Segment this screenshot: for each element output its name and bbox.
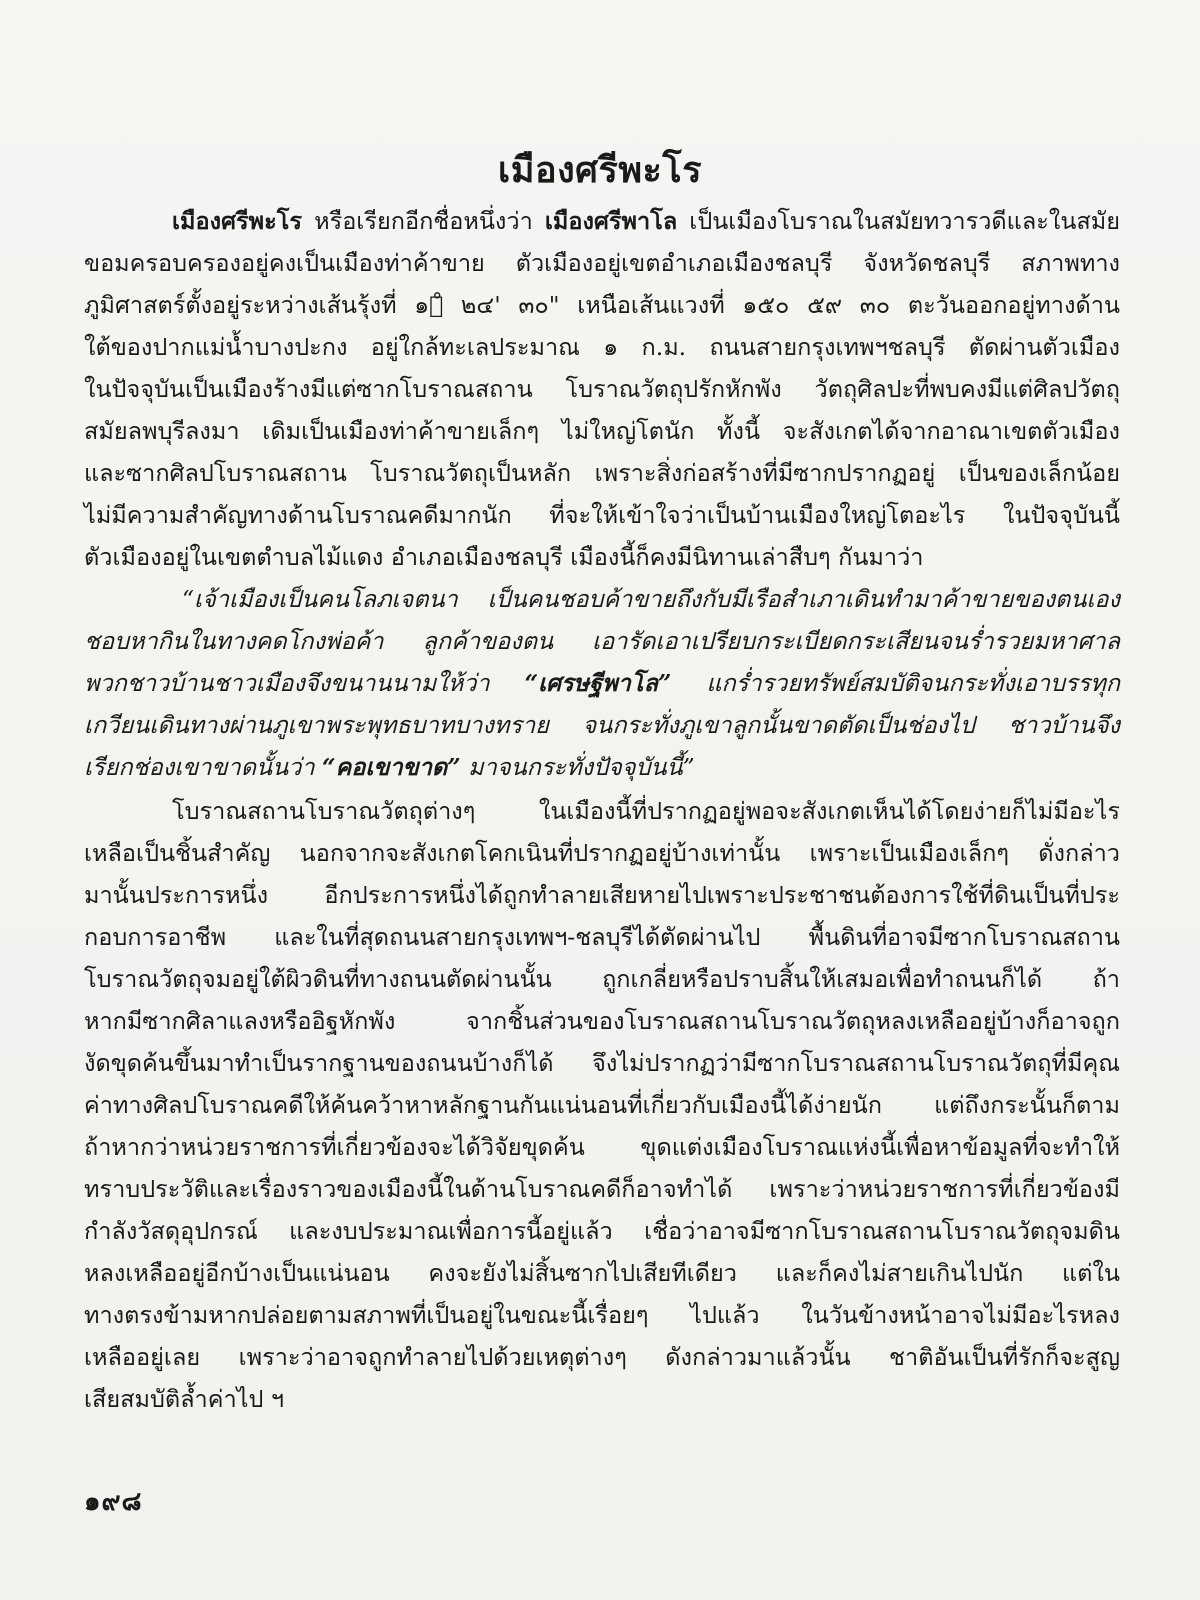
quote-line-2: ชอบหากินในทางคดโกงพ่อค้า ลูกค้าของตน เอารัดเอาเปรียบกระเบียดกระเสียนจนร่ำรวยมหาศาล <box>84 627 1120 655</box>
quote-line-3 <box>84 666 1120 706</box>
page-title: เมืองศรีพะโร <box>497 149 703 191</box>
para1-line-4: ใต้ของปากแม่น้ำบางปะกง อยู่ใกล้ทะเลประมาณ ๑ ก.ม. ถนนสายกรุงเทพฯชลบุรี ตัดผ่านตัวเมือง <box>84 333 1120 361</box>
quote-text: แกร่ำรวยทรัพย์สมบัติจนกระทั่งเอาบรรทุก <box>671 669 1120 697</box>
quote-line-4: เกวียนเดินทางผ่านภูเขาพระพุทธบาทบางทราย จนกระทั่งภูเขาลูกนั้นขาดตัดเป็นช่องไป ชาวบ้านจึง <box>84 711 1120 739</box>
quote-line-5 <box>84 750 1120 790</box>
para2-line-10: ทราบประวัติและเรื่องราวของเมืองนี้ในด้านโบราณคดีก็อาจทำได้ เพราะว่าหน่วยราชการที่เกี่ยวข้องมี <box>84 1175 1120 1203</box>
para2-line-6: หากมีซากศิลาแลงหรืออิฐหักพัง จากชิ้นส่วนของโบราณสถานโบราณวัตถุหลงเหลืออยู่บ้างก็อาจถูก <box>84 1007 1120 1035</box>
para2-line-4: กอบการอาชีพ และในที่สุดถนนสายกรุงเทพฯ-ชลบุรีได้ตัดผ่านไป พื้นดินที่อาจมีซากโบราณสถาน <box>84 923 1120 951</box>
para2-line-3: มานั้นประการหนึ่ง อีกประการหนึ่งได้ถูกทำลายเสียหายไปเพราะประชาชนต้องการใช้ที่ดินเป็นที่ประ <box>84 881 1120 909</box>
bold-term-sripharo: เมืองศรีพะโร <box>172 207 303 235</box>
quote-text: มาจนกระทั่งปัจจุบันนี้” <box>460 753 695 781</box>
page-number: ๑๙๘ <box>84 1487 143 1517</box>
para2-line-15: เสียสมบัติล้ำค่าไป ฯ <box>84 1385 285 1413</box>
para1-line-9: ตัวเมืองอยู่ในเขตตำบลไม้แดง อำเภอเมืองชลบุรี เมืองนี้ก็คงมีนิทานเล่าสืบๆ กันมาว่า <box>84 543 924 571</box>
para2-line-12: หลงเหลืออยู่อีกบ้างเป็นแน่นอน คงจะยังไม่สิ้นซากไปเสียทีเดียว และก็คงไม่สายเกินไปนัก แต่ใน <box>84 1259 1120 1287</box>
para2-line-7: งัดขุดค้นขึ้นมาทำเป็นรากฐานของถนนบ้างก็ได้ จึงไม่ปรากฏว่ามีซากโบราณสถานโบราณวัตถุที่มีคุณ <box>84 1049 1120 1077</box>
para1-line-3: ภูมิศาสตร์ตั้งอยู่ระหว่างเส้นรุ้งที่ ๑๓̊ ๒๔' ๓๐" เหนือเส้นแวงที่ ๑๕๐ ๕๙ ๓๐ ตะวันออกอยู่ทางด้าน <box>84 291 1120 319</box>
para1-line-1 <box>172 204 1120 244</box>
para1-line-2: ขอมครอบครองอยู่คงเป็นเมืองท่าค้าขาย ตัวเมืองอยู่เขตอำเภอเมืองชลบุรี จังหวัดชลบุรี สภาพทาง <box>84 249 1120 277</box>
quote-line-1: “เจ้าเมืองเป็นคนโลภเจตนา เป็นคนชอบค้าขายถึงกับมีเรือสำเภาเดินทำมาค้าขายของตนเอง <box>182 585 1120 613</box>
para2-line-8: ค่าทางศิลปโบราณคดีให้ค้นคว้าหาหลักฐานกันแน่นอนที่เกี่ยวกับเมืองนี้ได้ง่ายนัก แต่ถึงกระนั้นก็ตาม <box>84 1091 1120 1119</box>
bold-term-kho-khao-khat: “คอเขาขาด” <box>322 753 461 781</box>
para1-line-7: และซากศิลปโบราณสถาน โบราณวัตถุเป็นหลัก เพราะสิ่งก่อสร้างที่มีซากปรากฏอยู่ เป็นของเล็กน้อย <box>84 459 1120 487</box>
para2-line-9: ถ้าหากว่าหน่วยราชการที่เกี่ยวข้องจะได้วิจัยขุดค้น ขุดแต่งเมืองโบราณแห่งนี้เพื่อหาข้อมูลที่จะทำให้ <box>84 1133 1120 1161</box>
quote-text: เรียกช่องเขาขาดนั้นว่า <box>84 753 322 781</box>
para2-line-5: โบราณวัตถุจมอยู่ใต้ผิวดินที่ทางถนนตัดผ่านนั้น ถูกเกลี่ยหรือปราบสิ้นให้เสมอเพื่อทำถนนก็ได้ ถ้า <box>84 965 1120 993</box>
para1-line-6: สมัยลพบุรีลงมา เดิมเป็นเมืองท่าค้าขายเล็กๆ ไม่ใหญ่โตนัก ทั้งนี้ จะสังเกตได้จากอาณาเขตตัวเมือง <box>84 417 1120 445</box>
para2-line-11: กำลังวัสดุอุปกรณ์ และงบประมาณเพื่อการนี้อยู่แล้ว เชื่อว่าอาจมีซากโบราณสถานโบราณวัตถุจมดิน <box>84 1217 1120 1245</box>
para1-text: หรือเรียกอีกชื่อหนึ่งว่า <box>302 207 545 235</box>
para2-line-13: ทางตรงข้ามหากปล่อยตามสภาพที่เป็นอยู่ในขณะนี้เรื่อยๆ ไปแล้ว ในวันข้างหน้าอาจไม่มีอะไรหลง <box>84 1301 1120 1329</box>
quote-text: พวกชาวบ้านชาวเมืองจึงขนานนามให้ว่า <box>84 669 525 697</box>
para1-line-8: ไม่มีความสำคัญทางด้านโบราณคดีมากนัก ที่จะให้เข้าใจว่าเป็นบ้านเมืองใหญ่โตอะไร ในปัจจุบันนี้ <box>84 501 1120 529</box>
bold-term-sripalo: เมืองศรีพาโล <box>544 207 678 235</box>
para1-text: เป็นเมืองโบราณในสมัยทวารวดีและในสมัย <box>677 207 1120 235</box>
para2-line-1: โบราณสถานโบราณวัตถุต่างๆ ในเมืองนี้ที่ปรากฏอยู่พอจะสังเกตเห็นได้โดยง่ายก็ไม่มีอะไร <box>172 797 1120 825</box>
para1-line-5: ในปัจจุบันเป็นเมืองร้างมีแต่ซากโบราณสถาน โบราณวัตถุปรักหักพัง วัตถุศิลปะที่พบคงมีแต่ศิลปวัตถุ <box>84 375 1120 403</box>
para2-line-2: เหลือเป็นชิ้นสำคัญ นอกจากจะสังเกตโคกเนินที่ปรากฏอยู่บ้างเท่านั้น เพราะเป็นเมืองเล็กๆ ดั่งกล่าว <box>84 839 1120 867</box>
bold-term-setthi-palo: “เศรษฐีพาโล” <box>524 669 672 697</box>
para2-line-14: เหลืออยู่เลย เพราะว่าอาจถูกทำลายไปด้วยเหตุต่างๆ ดังกล่าวมาแล้วนั้น ชาติอันเป็นที่รักก็จะสูญ <box>84 1343 1120 1371</box>
